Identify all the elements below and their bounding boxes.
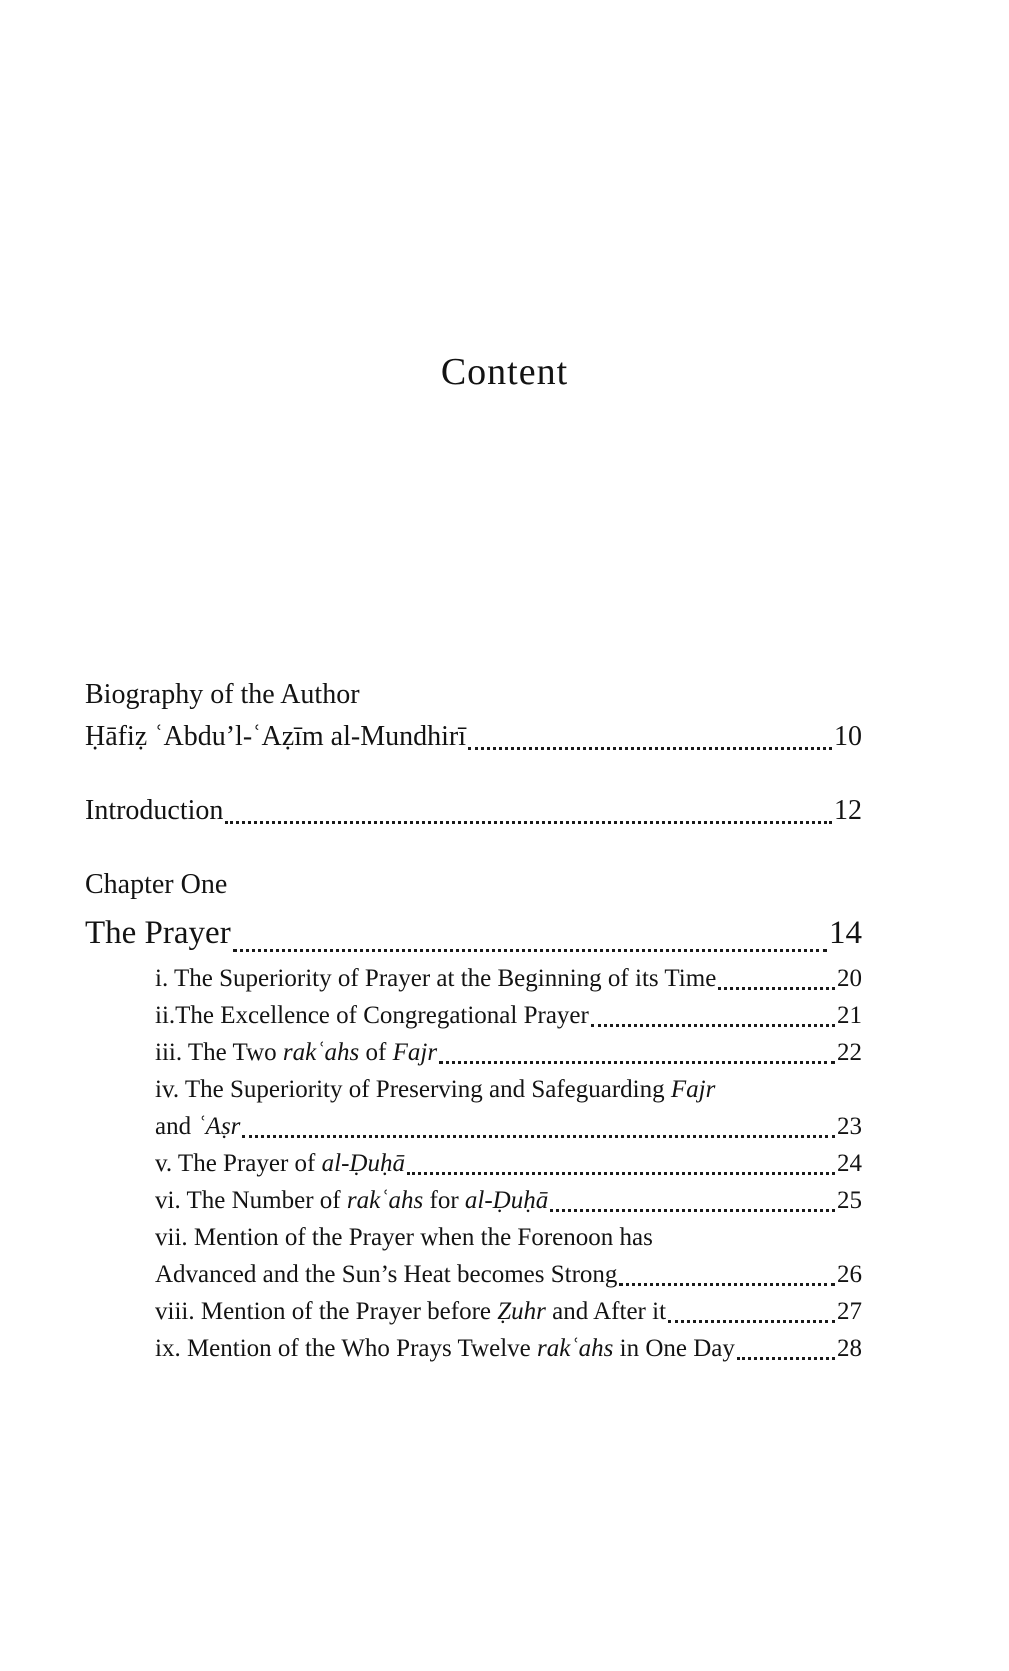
toc-list bbox=[85, 674, 862, 1367]
toc-row-biography-line-1 bbox=[85, 674, 862, 716]
toc-row-item-vii-line-1 bbox=[155, 1219, 862, 1256]
toc-entry-text: vi. The Number of rakʿahs for al-Ḍuḥā bbox=[155, 1187, 549, 1214]
page-number: 24 bbox=[837, 1150, 862, 1177]
toc-row-item-i bbox=[155, 960, 862, 997]
toc-entry-text: viii. Mention of the Prayer before Ẓuhr and After it bbox=[155, 1298, 667, 1325]
toc-row-item-vi bbox=[155, 1182, 862, 1219]
toc-entry-text: Advanced and the Sun’s Heat becomes Strong bbox=[155, 1261, 618, 1288]
page-title: Content bbox=[440, 351, 569, 393]
page-number: 10 bbox=[834, 721, 862, 752]
toc-entry-text: iii. The Two rakʿahs of Fajr bbox=[155, 1039, 438, 1066]
toc-entry-text: vii. Mention of the Prayer when the Forenoon has bbox=[155, 1224, 653, 1251]
toc-row-item-iv-line-1 bbox=[155, 1071, 862, 1108]
toc-entry-text: v. The Prayer of al-Ḍuḥā bbox=[155, 1150, 405, 1177]
toc-entry-text: i. The Superiority of Prayer at the Beginning of its Time bbox=[155, 965, 717, 992]
page-number: 14 bbox=[829, 915, 862, 951]
toc-row-item-viii bbox=[155, 1293, 862, 1330]
page-number: 23 bbox=[837, 1113, 862, 1140]
toc-row-the-prayer bbox=[85, 906, 862, 960]
toc-entry-text: Ḥāfiẓ ʿAbdu’l-ʿAẓīm al-Mundhirī bbox=[85, 721, 466, 752]
toc-entry-text: ii.The Excellence of Congregational Prayer bbox=[155, 1002, 589, 1029]
dot-leader bbox=[550, 1209, 835, 1212]
page-number: 25 bbox=[837, 1187, 862, 1214]
page-number: 21 bbox=[837, 1002, 862, 1029]
dot-leader bbox=[668, 1320, 835, 1323]
toc-row-biography-line-2 bbox=[85, 716, 862, 758]
dot-leader bbox=[718, 987, 835, 990]
toc-row-item-ii bbox=[155, 997, 862, 1034]
dot-leader bbox=[439, 1061, 835, 1064]
dot-leader bbox=[468, 747, 832, 750]
toc-entry-text: The Prayer bbox=[85, 915, 231, 951]
dot-leader bbox=[242, 1135, 835, 1138]
toc-row-gap-1 bbox=[85, 758, 862, 790]
page-number: 20 bbox=[837, 965, 862, 992]
toc-entry-text: Biography of the Author bbox=[85, 679, 360, 710]
dot-leader bbox=[619, 1283, 835, 1286]
toc-row-chapter-one bbox=[85, 864, 862, 906]
toc-row-item-iii bbox=[155, 1034, 862, 1071]
dot-leader bbox=[737, 1357, 835, 1360]
dot-leader bbox=[225, 821, 832, 824]
toc-row-item-v bbox=[155, 1145, 862, 1182]
toc-entry-text: and ʿAṣr bbox=[155, 1113, 241, 1140]
toc-entry-text: Introduction bbox=[85, 795, 224, 826]
toc-row-item-vii-line-2 bbox=[155, 1256, 862, 1293]
toc-row-item-ix bbox=[155, 1330, 862, 1367]
page-number: 12 bbox=[834, 795, 862, 826]
toc-entry-text: Chapter One bbox=[85, 869, 228, 900]
toc-row-gap-2 bbox=[85, 832, 862, 864]
page-number: 27 bbox=[837, 1298, 862, 1325]
dot-leader bbox=[591, 1024, 835, 1027]
toc-row-item-iv-line-2 bbox=[155, 1108, 862, 1145]
toc-entry-text: ix. Mention of the Who Prays Twelve rakʿahs in One Day bbox=[155, 1335, 735, 1362]
dot-leader bbox=[407, 1172, 835, 1175]
page-number: 26 bbox=[837, 1261, 862, 1288]
page-number: 28 bbox=[837, 1335, 862, 1362]
toc-row-introduction bbox=[85, 790, 862, 832]
page-number: 22 bbox=[837, 1039, 862, 1066]
dot-leader bbox=[233, 949, 827, 952]
toc-entry-text: iv. The Superiority of Preserving and Safeguarding Fajr bbox=[155, 1076, 716, 1103]
